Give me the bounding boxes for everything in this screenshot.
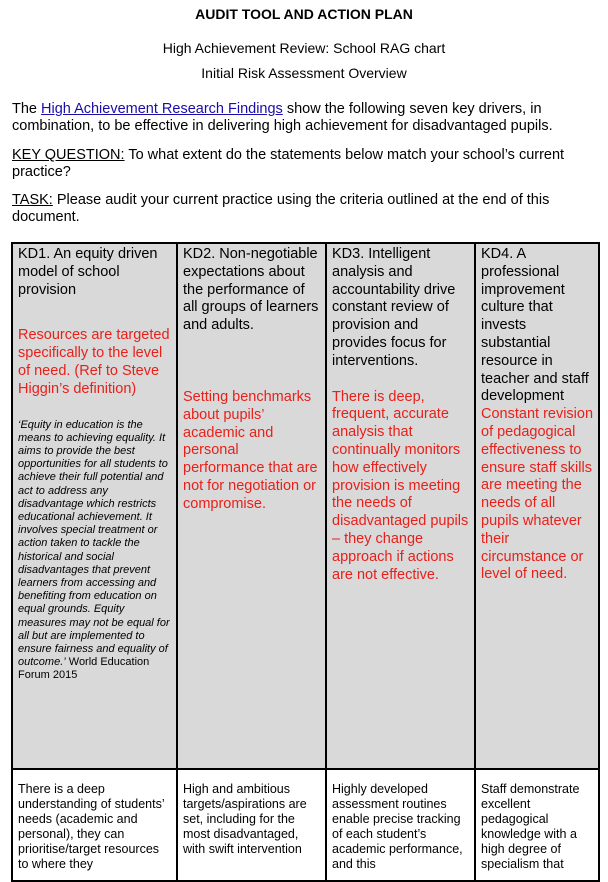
kd1-detail-cell: There is a deep understanding of students’ needs (academic and personal), they can prioritise/target resources to where they: [12, 769, 177, 881]
kd4-cell: [475, 243, 599, 769]
page-title: AUDIT TOOL AND ACTION PLAN: [195, 6, 413, 22]
kd2-detail-cell: High and ambitious targets/aspirations are set, including for the most disadvantaged, with swift intervention: [177, 769, 326, 881]
key-question-label: KEY QUESTION:: [12, 147, 125, 163]
kd4-heading: KD4. A professional improvement culture that invests substantial resource in teacher and staff development: [481, 246, 589, 405]
subtitle-secondary: Initial Risk Assessment Overview: [201, 65, 407, 81]
research-findings-link[interactable]: High Achievement Research Findings: [41, 101, 283, 117]
intro-paragraph: The High Achievement Research Findings show the following seven key drivers, in combination, to be effective in delivering high achievement for disadvantaged pupils.: [12, 101, 553, 134]
task-label: TASK:: [12, 192, 53, 208]
task: TASK: Please audit your current practice using the criteria outlined at the end of this document.: [12, 192, 550, 225]
kd3-red-text: There is deep, frequent, accurate analysis that continually monitors how effectively provision is meeting the needs of disadvantaged pupils – they change approach if actions are not effective.: [332, 388, 469, 583]
key-question: KEY QUESTION: To what extent do the statements below match your school’s current practice?: [12, 147, 565, 180]
kd1-red-text: Resources are targeted specifically to the level of need. (Ref to Steve Higgin’s definition): [18, 327, 170, 397]
kd1-heading: KD1. An equity driven model of school provision: [18, 246, 158, 298]
kd3-detail-cell: Highly developed assessment routines enable precise tracking of each student’s academic performance, and this: [326, 769, 475, 881]
kd1-cell: [12, 243, 177, 769]
table-row: [12, 769, 599, 881]
kd4-detail-cell: Staff demonstrate excellent pedagogical knowledge with a high degree of specialism that: [475, 769, 599, 881]
table-row: [12, 243, 599, 769]
key-drivers-table: [11, 242, 600, 882]
kd2-heading: KD2. Non-negotiable expectations about the performance of all groups of learners and adults.: [183, 246, 319, 334]
kd3-cell: [326, 243, 475, 769]
subtitle: High Achievement Review: School RAG chart: [162, 40, 446, 56]
kd3-heading: KD3. Intelligent analysis and accountability drive constant review of provision and provides focus for interventions.: [332, 246, 456, 369]
kd2-red-text: Setting benchmarks about pupils’ academic and personal performance that are not for negotiation or compromise.: [183, 388, 318, 512]
kd4-red-text: Constant revision of pedagogical effectiveness to ensure staff skills are meeting the needs of all pupils whatever their circumstance or level of need.: [481, 406, 594, 583]
kd2-cell: [177, 243, 326, 769]
kd1-quote: ‘Equity in education is the means to achieving equality. It aims to provide the best opportunities for all students to achieve their full potential and act to address any disadvantage which restricts educational achievement. It involves special treatment or action taken to tackle the historical and social disadvantages that prevent learners from accessing and benefiting from education on equal grounds. Equity measures may not be equal for all but are implemented to ensure fairness and equality of outcome.’ World Education Forum 2015: [18, 418, 170, 682]
